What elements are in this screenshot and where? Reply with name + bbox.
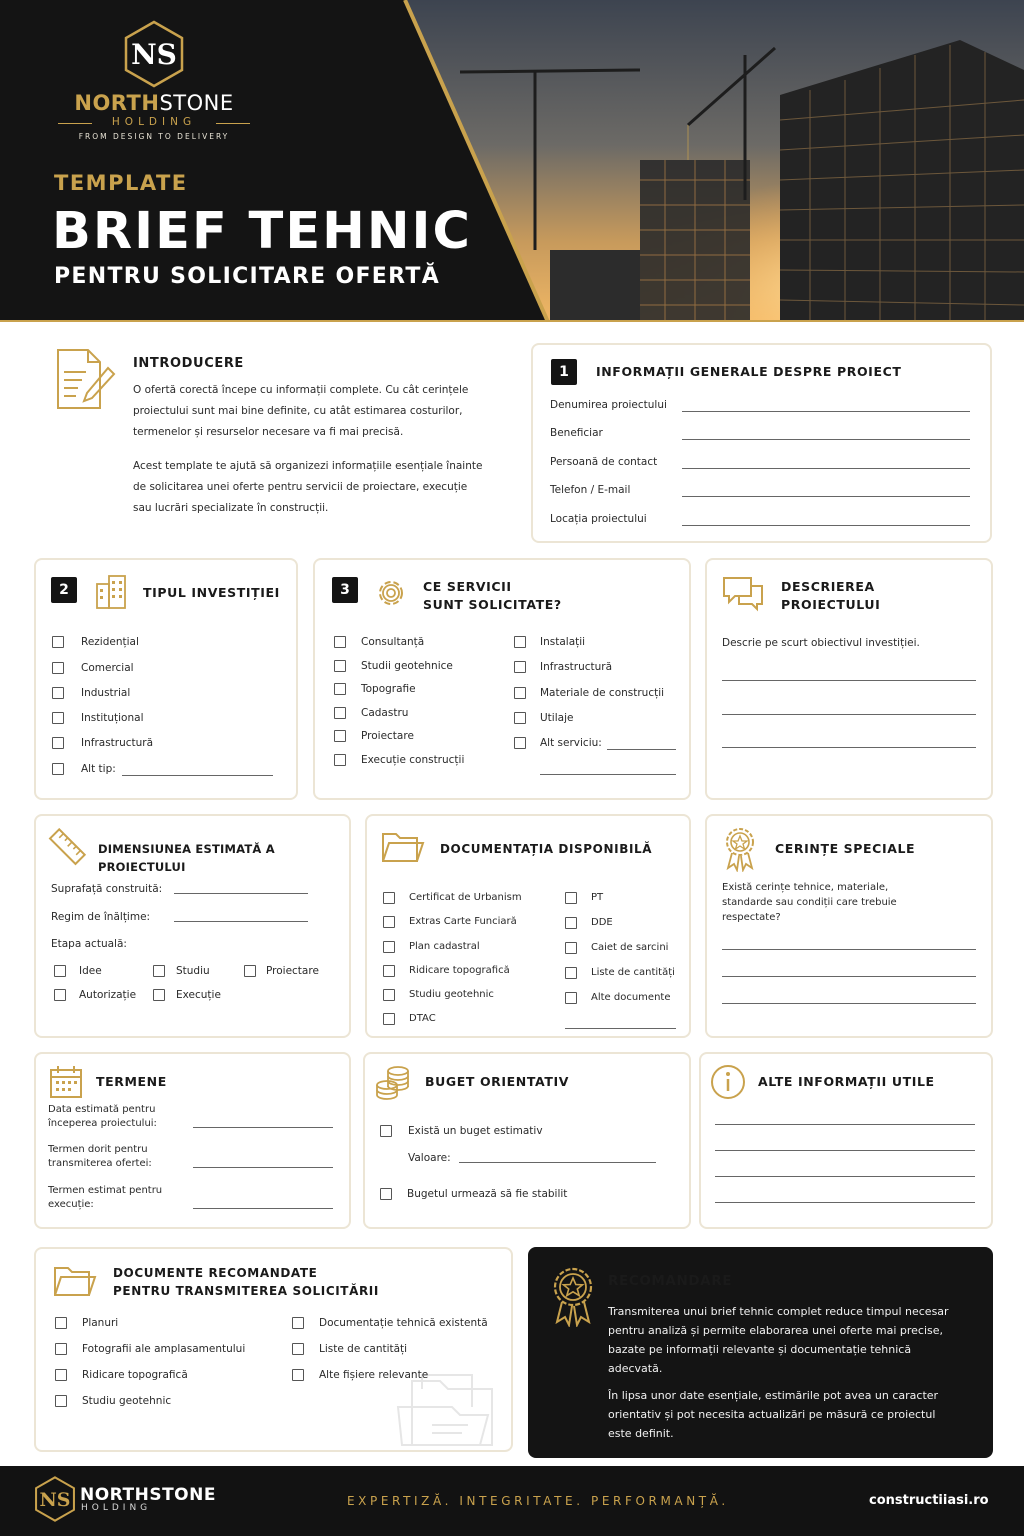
label-materials: Materiale de construcții bbox=[540, 687, 665, 699]
field-label-contact-person: Persoană de contact bbox=[550, 456, 658, 468]
checkbox-plans[interactable] bbox=[55, 1317, 67, 1329]
footer-brand: NORTHSTONE bbox=[80, 1485, 216, 1505]
footer bbox=[0, 1466, 1024, 1536]
svg-text:NS: NS bbox=[39, 1488, 71, 1511]
recommendation-paragraph-1: Transmiterea unui brief tehnic complet reduce timpul necesar pentru analiză și permite elaborarea unei oferte mai precise, bazate pe informații relevante și documentație tehnică adecvată. bbox=[608, 1305, 949, 1375]
info-icon bbox=[710, 1064, 746, 1100]
field-other-service-extra[interactable] bbox=[540, 774, 676, 775]
label-commercial: Comercial bbox=[81, 662, 134, 674]
buildings-icon bbox=[93, 572, 131, 610]
investment-type-title: TIPUL INVESTIȚIEI bbox=[143, 585, 280, 600]
recommended-documents-title: DOCUMENTE RECOMANDATE PENTRU TRANSMITEREA SOLICITĂRII bbox=[113, 1266, 379, 1298]
label-stage-permit: Autorizație bbox=[79, 989, 137, 1001]
checkbox-stage-permit[interactable] bbox=[54, 989, 66, 1001]
label-land-registry: Extras Carte Funciară bbox=[409, 916, 517, 927]
label-design: Proiectare bbox=[361, 730, 414, 742]
field-beneficiary[interactable] bbox=[682, 439, 970, 440]
checkbox-institutional[interactable] bbox=[52, 712, 64, 724]
label-dde: DDE bbox=[591, 917, 613, 928]
budget-title: BUGET ORIENTATIV bbox=[425, 1074, 569, 1089]
label-construction-execution: Execuție construcții bbox=[361, 754, 465, 766]
chat-bubbles-icon bbox=[721, 574, 765, 612]
label-specifications: Caiet de sarcini bbox=[591, 942, 669, 953]
gold-divider bbox=[0, 320, 1024, 322]
ns-monogram-icon bbox=[123, 20, 185, 88]
label-infrastructure: Infrastructură bbox=[81, 737, 154, 749]
label-topographic-survey: Ridicare topografică bbox=[409, 965, 510, 976]
checkbox-other-documents[interactable] bbox=[565, 992, 577, 1004]
recommendation-panel bbox=[528, 1247, 993, 1458]
checkbox-topographic-survey[interactable] bbox=[383, 965, 395, 977]
page-title: BRIEF TEHNIC bbox=[52, 202, 472, 261]
footer-slogan: EXPERTIZĂ. INTEGRITATE. PERFORMANȚĂ. bbox=[347, 1494, 729, 1508]
special-line-2[interactable] bbox=[722, 976, 976, 977]
folder-open-icon bbox=[53, 1263, 97, 1299]
checkbox-topography[interactable] bbox=[334, 683, 346, 695]
award-medal-icon bbox=[548, 1265, 598, 1327]
intro-title: INTRODUCERE bbox=[133, 356, 244, 371]
field-offer-deadline[interactable] bbox=[193, 1167, 333, 1168]
label-infrastructure-service: Infrastructură bbox=[540, 661, 613, 673]
special-requirements-title: CERINȚE SPECIALE bbox=[775, 841, 916, 856]
special-line-1[interactable] bbox=[722, 949, 976, 950]
label-site-photos: Fotografii ale amplasamentului bbox=[82, 1343, 246, 1355]
budget-card bbox=[363, 1052, 691, 1229]
logo-wordmark: NORTHSTONE bbox=[74, 91, 234, 115]
checkbox-residential[interactable] bbox=[52, 636, 64, 648]
checkbox-other-files[interactable] bbox=[292, 1369, 304, 1381]
label-stage-study: Studiu bbox=[176, 965, 210, 977]
label-cadastre: Cadastru bbox=[361, 707, 409, 719]
field-project-name[interactable] bbox=[682, 411, 970, 412]
checkbox-stage-execution[interactable] bbox=[153, 989, 165, 1001]
checkbox-cadastre[interactable] bbox=[334, 707, 346, 719]
section-number-1: 1 bbox=[551, 359, 577, 385]
gear-icon bbox=[372, 574, 410, 612]
logo-tagline: FROM DESIGN TO DELIVERY bbox=[78, 132, 230, 141]
label-budget-value: Valoare: bbox=[408, 1152, 451, 1164]
label-other-files: Alte fișiere relevante bbox=[319, 1369, 429, 1381]
deadlines-title: TERMENE bbox=[96, 1074, 167, 1089]
field-other-type[interactable] bbox=[122, 775, 273, 776]
recommendation-paragraph-2: În lipsa unor date esențiale, estimările pot avea un caracter orientativ și pot necesita actualizări pe măsură ce proiectul este definit. bbox=[608, 1389, 939, 1440]
checkbox-stage-design[interactable] bbox=[244, 965, 256, 977]
hero-header bbox=[0, 0, 1024, 322]
footer-holding: HOLDING bbox=[81, 1503, 152, 1513]
field-other-documents[interactable] bbox=[565, 1028, 676, 1029]
recommended-documents-card bbox=[34, 1247, 513, 1452]
section-number-3: 3 bbox=[332, 577, 358, 603]
label-stage-execution: Execuție bbox=[176, 989, 221, 1001]
checkbox-budget-exists[interactable] bbox=[380, 1125, 392, 1137]
footer-website-link[interactable]: constructiiasi.ro bbox=[869, 1493, 989, 1508]
calendar-icon bbox=[48, 1064, 84, 1100]
label-other-documents: Alte documente bbox=[591, 992, 671, 1003]
folder-icon bbox=[381, 828, 425, 866]
label-start-date: Data estimată pentru începerea proiectului: bbox=[48, 1104, 157, 1129]
label-cadastral-plan: Plan cadastral bbox=[409, 941, 480, 952]
checkbox-infrastructure[interactable] bbox=[52, 737, 64, 749]
checkbox-existing-technical-docs[interactable] bbox=[292, 1317, 304, 1329]
general-info-card bbox=[531, 343, 992, 543]
label-topography: Topografie bbox=[361, 683, 416, 695]
award-ribbon-icon bbox=[721, 826, 759, 872]
section-number-2: 2 bbox=[51, 577, 77, 603]
dimension-title: DIMENSIUNEA ESTIMATĂ A PROIECTULUI bbox=[98, 842, 275, 874]
intro-paragraph-2: Acest template te ajută să organizezi informațiile esențiale înainte de solicitarea unei oferte pentru servicii de proiectare, execuție sau lucrări specializate în construcții. bbox=[133, 460, 483, 514]
checkbox-commercial[interactable] bbox=[52, 662, 64, 674]
label-other-type: Alt tip: bbox=[81, 763, 116, 775]
field-height-regime[interactable] bbox=[174, 921, 308, 922]
field-phone-email[interactable] bbox=[682, 496, 970, 497]
description-prompt: Descrie pe scurt obiectivul investiției. bbox=[722, 637, 920, 649]
field-execution-term[interactable] bbox=[193, 1208, 333, 1209]
checkbox-specifications[interactable] bbox=[565, 942, 577, 954]
label-rec-topographic: Ridicare topografică bbox=[82, 1369, 188, 1381]
checkbox-land-registry[interactable] bbox=[383, 916, 395, 928]
description-title: DESCRIEREA PROIECTULUI bbox=[781, 579, 881, 612]
field-built-area[interactable] bbox=[174, 893, 308, 894]
logo-holding: HOLDING bbox=[56, 116, 252, 128]
label-geotechnical-studies: Studii geotehnice bbox=[361, 660, 453, 672]
general-info-title: INFORMAȚII GENERALE DESPRE PROIECT bbox=[596, 364, 902, 379]
label-installations: Instalații bbox=[540, 636, 586, 648]
label-built-area: Suprafață construită: bbox=[51, 883, 163, 895]
template-label: TEMPLATE bbox=[54, 171, 188, 195]
recommendation-title: RECOMANDARE bbox=[608, 1273, 733, 1289]
checkbox-cadastral-plan[interactable] bbox=[383, 941, 395, 953]
documentation-card bbox=[365, 814, 691, 1038]
checkbox-pt[interactable] bbox=[565, 892, 577, 904]
checkbox-geotechnical-studies[interactable] bbox=[334, 660, 346, 672]
investment-type-card bbox=[34, 558, 298, 800]
checkbox-installations[interactable] bbox=[514, 636, 526, 648]
label-budget-tbd: Bugetul urmează să fie stabilit bbox=[407, 1188, 568, 1200]
checkbox-budget-tbd[interactable] bbox=[380, 1188, 392, 1200]
label-rec-geotechnical: Studiu geotehnic bbox=[82, 1395, 172, 1407]
documentation-title: DOCUMENTAȚIA DISPONIBILĂ bbox=[440, 842, 653, 856]
checkbox-construction-execution[interactable] bbox=[334, 754, 346, 766]
other-info-card bbox=[699, 1052, 993, 1229]
checkbox-other-type[interactable] bbox=[52, 763, 64, 775]
label-height-regime: Regim de înălțime: bbox=[51, 911, 151, 923]
checkbox-rec-geotechnical[interactable] bbox=[55, 1395, 67, 1407]
special-line-3[interactable] bbox=[722, 1003, 976, 1004]
label-consulting: Consultanță bbox=[361, 636, 425, 648]
checkbox-dtac[interactable] bbox=[383, 1013, 395, 1025]
field-start-date[interactable] bbox=[193, 1127, 333, 1128]
description-line-1[interactable] bbox=[722, 680, 976, 681]
label-residential: Rezidențial bbox=[81, 636, 139, 648]
label-budget-exists: Există un buget estimativ bbox=[408, 1125, 543, 1137]
other-info-line-4[interactable] bbox=[715, 1202, 975, 1203]
label-execution-term: Termen estimat pentru execuție: bbox=[48, 1185, 163, 1210]
label-existing-technical-docs: Documentație tehnică existentă bbox=[319, 1317, 488, 1329]
label-current-stage: Etapa actuală: bbox=[51, 938, 127, 950]
checkbox-industrial[interactable] bbox=[52, 687, 64, 699]
label-plans: Planuri bbox=[82, 1317, 119, 1329]
intro-paragraph-1: O ofertă corectă începe cu informații complete. Cu cât cerințele proiectului sunt mai bine definite, cu atât estimarea costurilor, termenelor și resurselor necesare va fi mai precisă. bbox=[133, 384, 469, 438]
footer-ns-logo-icon bbox=[34, 1476, 76, 1522]
checkbox-consulting[interactable] bbox=[334, 636, 346, 648]
field-label-location: Locația proiectului bbox=[550, 513, 647, 525]
field-location[interactable] bbox=[682, 525, 970, 526]
ruler-icon bbox=[48, 828, 86, 866]
label-urbanism-certificate: Certificat de Urbanism bbox=[409, 892, 522, 903]
checkbox-rec-quantity-lists[interactable] bbox=[292, 1343, 304, 1355]
page-subtitle: PENTRU SOLICITARE OFERTĂ bbox=[54, 264, 441, 289]
checkbox-stage-study[interactable] bbox=[153, 965, 165, 977]
label-rec-quantity-lists: Liste de cantități bbox=[319, 1343, 408, 1355]
other-info-line-3[interactable] bbox=[715, 1176, 975, 1177]
special-requirements-card bbox=[705, 814, 993, 1038]
label-dtac: DTAC bbox=[409, 1013, 436, 1024]
other-info-line-2[interactable] bbox=[715, 1150, 975, 1151]
description-line-3[interactable] bbox=[722, 747, 976, 748]
label-stage-design: Proiectare bbox=[266, 965, 319, 977]
services-title: CE SERVICII SUNT SOLICITATE? bbox=[423, 579, 562, 612]
label-pt: PT bbox=[591, 892, 604, 903]
checkbox-infrastructure-service[interactable] bbox=[514, 661, 526, 673]
checkbox-geotechnical-study[interactable] bbox=[383, 989, 395, 1001]
field-contact-person[interactable] bbox=[682, 468, 970, 469]
other-info-title: ALTE INFORMAȚII UTILE bbox=[758, 1074, 935, 1089]
field-budget-value[interactable] bbox=[459, 1162, 656, 1163]
checkbox-dde[interactable] bbox=[565, 917, 577, 929]
checkbox-other-service[interactable] bbox=[514, 737, 526, 749]
special-requirements-prompt: Există cerințe tehnice, materiale, standarde sau condiții care trebuie respectate? bbox=[722, 882, 897, 923]
label-other-service: Alt serviciu: bbox=[540, 737, 602, 749]
field-label-project-name: Denumirea proiectului bbox=[550, 399, 667, 411]
checkbox-stage-idea[interactable] bbox=[54, 965, 66, 977]
checkbox-rec-topographic[interactable] bbox=[55, 1369, 67, 1381]
field-label-beneficiary: Beneficiar bbox=[550, 427, 603, 439]
description-card bbox=[705, 558, 993, 800]
dimension-card bbox=[34, 814, 351, 1038]
label-industrial: Industrial bbox=[81, 687, 131, 699]
label-geotechnical-study: Studiu geotehnic bbox=[409, 989, 494, 1000]
brand-logo bbox=[56, 20, 252, 141]
checkbox-materials[interactable] bbox=[514, 687, 526, 699]
checkbox-design[interactable] bbox=[334, 730, 346, 742]
checkbox-site-photos[interactable] bbox=[55, 1343, 67, 1355]
checkbox-quantity-lists[interactable] bbox=[565, 967, 577, 979]
checkbox-urbanism-certificate[interactable] bbox=[383, 892, 395, 904]
coins-icon bbox=[374, 1064, 412, 1100]
document-edit-icon bbox=[52, 346, 116, 414]
svg-text:NS: NS bbox=[131, 38, 177, 71]
label-equipment: Utilaje bbox=[540, 712, 574, 724]
label-quantity-lists: Liste de cantități bbox=[591, 967, 675, 978]
field-label-phone-email: Telefon / E-mail bbox=[550, 484, 631, 496]
description-line-2[interactable] bbox=[722, 714, 976, 715]
services-card bbox=[313, 558, 691, 800]
field-other-service[interactable] bbox=[607, 749, 676, 750]
label-stage-idea: Idee bbox=[79, 965, 102, 977]
label-offer-deadline: Termen dorit pentru transmiterea ofertei: bbox=[48, 1144, 152, 1169]
deadlines-card bbox=[34, 1052, 351, 1229]
label-institutional: Instituțional bbox=[81, 712, 144, 724]
other-info-line-1[interactable] bbox=[715, 1124, 975, 1125]
checkbox-equipment[interactable] bbox=[514, 712, 526, 724]
